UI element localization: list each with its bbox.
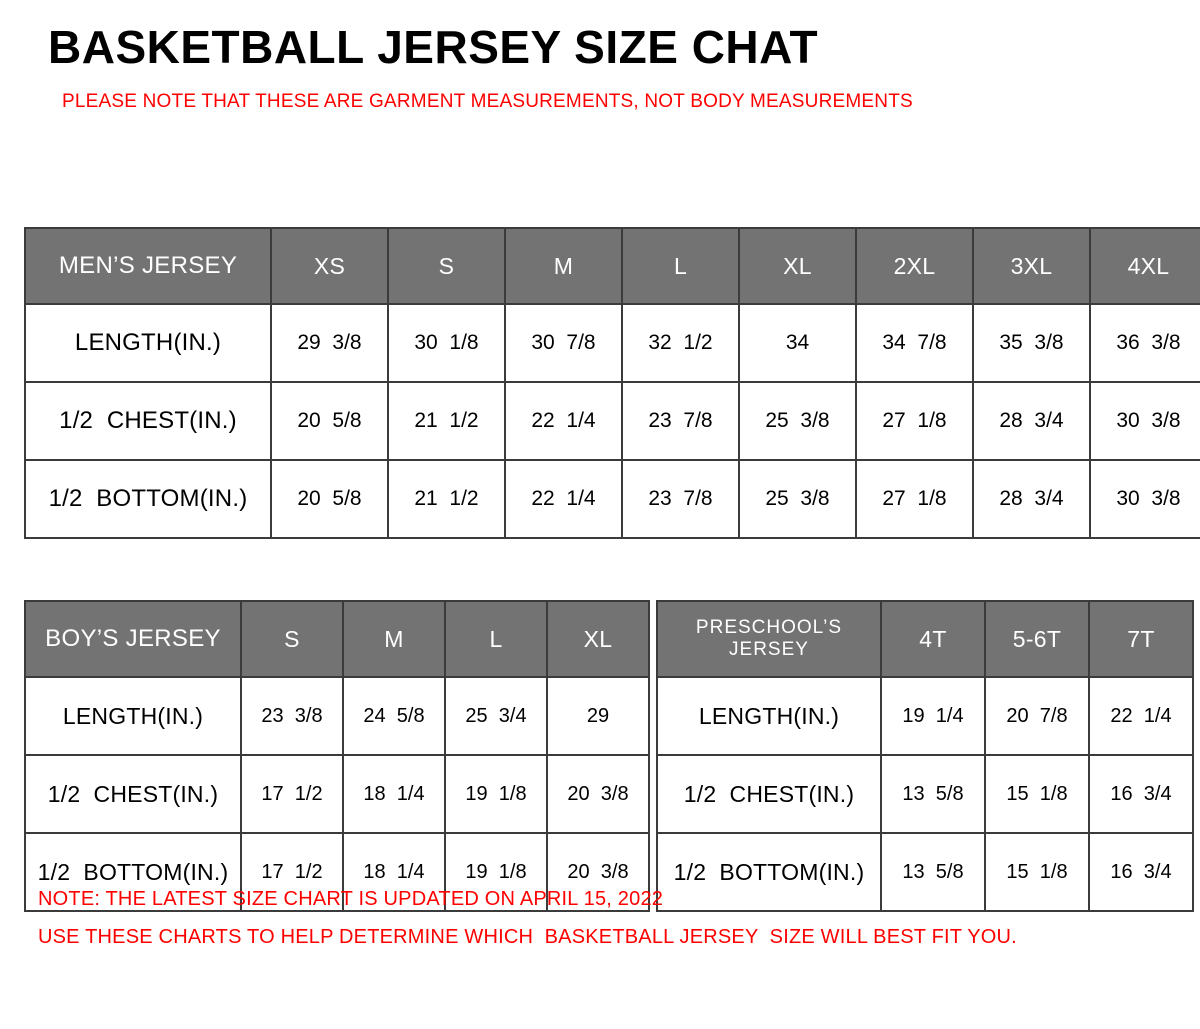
table-header-row bbox=[657, 601, 1193, 677]
table-cell: 13 5/8 bbox=[881, 755, 985, 833]
column-header: L bbox=[445, 601, 547, 677]
column-header: 3XL bbox=[973, 228, 1090, 304]
garment-measurement-note: PLEASE NOTE THAT THESE ARE GARMENT MEASUREMENTS, NOT BODY MEASUREMENTS bbox=[62, 90, 913, 112]
column-header: MEN’S JERSEY bbox=[25, 228, 271, 304]
row-header: 1/2 CHEST(IN.) bbox=[25, 755, 241, 833]
table-cell: 29 bbox=[547, 677, 649, 755]
column-header: M bbox=[343, 601, 445, 677]
boys-jersey-size-table bbox=[24, 600, 650, 912]
column-header: XL bbox=[547, 601, 649, 677]
mens-jersey-size-table bbox=[24, 227, 1200, 539]
table-cell: 27 1/8 bbox=[856, 382, 973, 460]
table-cell: 18 1/4 bbox=[343, 833, 445, 911]
table-row bbox=[25, 304, 1200, 382]
table-cell: 35 3/8 bbox=[973, 304, 1090, 382]
table-cell: 19 1/4 bbox=[881, 677, 985, 755]
table-cell: 17 1/2 bbox=[241, 755, 343, 833]
table-cell: 25 3/4 bbox=[445, 677, 547, 755]
column-header: 4XL bbox=[1090, 228, 1200, 304]
table-cell: 22 1/4 bbox=[505, 460, 622, 538]
table-cell: 34 bbox=[739, 304, 856, 382]
column-header: 7T bbox=[1089, 601, 1193, 677]
table-cell: 34 7/8 bbox=[856, 304, 973, 382]
column-header: 5-6T bbox=[985, 601, 1089, 677]
table-row bbox=[657, 677, 1193, 755]
table-cell: 16 3/4 bbox=[1089, 833, 1193, 911]
column-header: XL bbox=[739, 228, 856, 304]
table-cell: 19 1/8 bbox=[445, 833, 547, 911]
table-cell: 16 3/4 bbox=[1089, 755, 1193, 833]
page-title: BASKETBALL JERSEY SIZE CHAT bbox=[48, 21, 819, 73]
row-header: 1/2 BOTTOM(IN.) bbox=[657, 833, 881, 911]
column-header: BOY’S JERSEY bbox=[25, 601, 241, 677]
table-cell: 23 7/8 bbox=[622, 382, 739, 460]
table-header-row bbox=[25, 228, 1200, 304]
table-cell: 15 1/8 bbox=[985, 833, 1089, 911]
table-cell: 19 1/8 bbox=[445, 755, 547, 833]
table-cell: 21 1/2 bbox=[388, 460, 505, 538]
table-cell: 23 7/8 bbox=[622, 460, 739, 538]
table-cell: 30 1/8 bbox=[388, 304, 505, 382]
table-cell: 20 5/8 bbox=[271, 460, 388, 538]
column-header: 4T bbox=[881, 601, 985, 677]
table-row bbox=[657, 755, 1193, 833]
row-header: LENGTH(IN.) bbox=[25, 304, 271, 382]
table-cell: 27 1/8 bbox=[856, 460, 973, 538]
column-header: M bbox=[505, 228, 622, 304]
table-cell: 17 1/2 bbox=[241, 833, 343, 911]
table-row bbox=[25, 755, 649, 833]
table-cell: 18 1/4 bbox=[343, 755, 445, 833]
row-header: 1/2 BOTTOM(IN.) bbox=[25, 833, 241, 911]
table-cell: 20 7/8 bbox=[985, 677, 1089, 755]
table-cell: 30 7/8 bbox=[505, 304, 622, 382]
table-cell: 32 1/2 bbox=[622, 304, 739, 382]
row-header: 1/2 CHEST(IN.) bbox=[25, 382, 271, 460]
footer-note-update: NOTE: THE LATEST SIZE CHART IS UPDATED ON APRIL 15, 2022 bbox=[38, 888, 664, 910]
table-cell: 22 1/4 bbox=[505, 382, 622, 460]
table-cell: 20 3/8 bbox=[547, 755, 649, 833]
table-row bbox=[25, 677, 649, 755]
table-cell: 21 1/2 bbox=[388, 382, 505, 460]
table-cell: 30 3/8 bbox=[1090, 460, 1200, 538]
table-cell: 23 3/8 bbox=[241, 677, 343, 755]
table-cell: 25 3/8 bbox=[739, 460, 856, 538]
table-cell: 13 5/8 bbox=[881, 833, 985, 911]
table-cell: 25 3/8 bbox=[739, 382, 856, 460]
table-cell: 20 3/8 bbox=[547, 833, 649, 911]
table-cell: 30 3/8 bbox=[1090, 382, 1200, 460]
row-header: LENGTH(IN.) bbox=[657, 677, 881, 755]
table-row bbox=[25, 460, 1200, 538]
footer-notes bbox=[38, 880, 1017, 956]
preschool-jersey-size-table bbox=[656, 600, 1194, 912]
table-cell: 28 3/4 bbox=[973, 382, 1090, 460]
table-cell: 22 1/4 bbox=[1089, 677, 1193, 755]
size-chart-page bbox=[0, 22, 1200, 1029]
column-header: PRESCHOOL’S JERSEY bbox=[657, 601, 881, 677]
table-cell: 20 5/8 bbox=[271, 382, 388, 460]
column-header: L bbox=[622, 228, 739, 304]
column-header: 2XL bbox=[856, 228, 973, 304]
table-cell: 29 3/8 bbox=[271, 304, 388, 382]
table-header-row bbox=[25, 601, 649, 677]
column-header: XS bbox=[271, 228, 388, 304]
table-row bbox=[25, 382, 1200, 460]
table-cell: 36 3/8 bbox=[1090, 304, 1200, 382]
column-header: S bbox=[388, 228, 505, 304]
table-cell: 24 5/8 bbox=[343, 677, 445, 755]
table-cell: 15 1/8 bbox=[985, 755, 1089, 833]
table-cell: 28 3/4 bbox=[973, 460, 1090, 538]
column-header: S bbox=[241, 601, 343, 677]
row-header: 1/2 BOTTOM(IN.) bbox=[25, 460, 271, 538]
row-header: LENGTH(IN.) bbox=[25, 677, 241, 755]
row-header: 1/2 CHEST(IN.) bbox=[657, 755, 881, 833]
footer-note-usage: USE THESE CHARTS TO HELP DETERMINE WHICH BASKETBALL JERSEY SIZE WILL BEST FIT YOU. bbox=[38, 926, 1017, 948]
